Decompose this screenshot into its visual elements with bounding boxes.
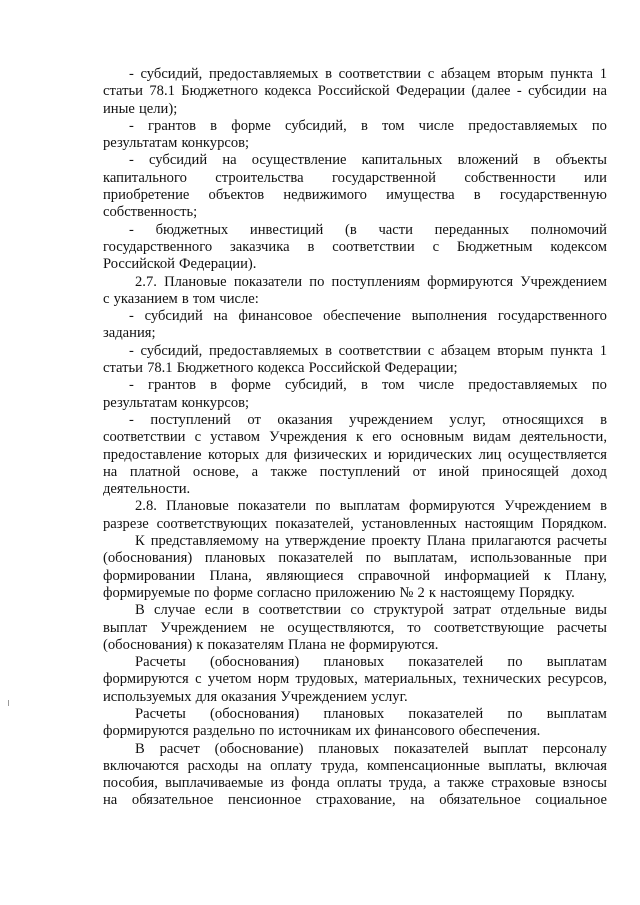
text-line: В расчет (обоснование) плановых показателей выплат персоналу: [135, 740, 607, 757]
text-line: формировании Плана, являющиеся справочной информацией к Плану,: [103, 567, 607, 584]
text-line: - субсидий на осуществление капитальных вложений в объекты: [129, 152, 607, 169]
text-line: формируемые по форме согласно приложению № 2 к настоящему Порядку.: [103, 584, 575, 601]
text-line: формируются раздельно по источникам их финансового обеспечения.: [103, 723, 541, 740]
text-line: с указанием в том числе:: [103, 290, 259, 307]
text-line: деятельности.: [103, 481, 191, 498]
text-line: - бюджетных инвестиций (в части переданных полномочий: [129, 221, 607, 238]
text-line: включаются расходы на оплату труда, компенсационные выплаты, включая: [103, 757, 607, 774]
text-line: (обоснования) плановых показателей по выплатам, использованные при: [103, 550, 607, 567]
text-line: - субсидий на финансовое обеспечение выполнения государственного: [129, 308, 607, 325]
text-line: - субсидий, предоставляемых в соответствии с абзацем вторым пункта 1: [129, 342, 607, 359]
text-line: результатам конкурсов;: [103, 394, 250, 411]
text-line: выплат Учреждением не осуществляются, то соответствующие расчеты: [103, 619, 607, 636]
text-line: государственного заказчика в соответствии с Бюджетным кодексом: [103, 238, 607, 255]
text-line: статьи 78.1 Бюджетного кодекса Российской Федерации (далее - субсидии на: [103, 83, 607, 100]
text-line: задания;: [103, 325, 156, 342]
text-line: собственность;: [103, 204, 198, 221]
text-line: (обоснования) к показателям Плана не формируются.: [103, 636, 439, 653]
text-line: 2.7. Плановые показатели по поступлениям формируются Учреждением: [135, 273, 607, 290]
text-line: Расчеты (обоснования) плановых показателей по выплатам: [135, 705, 607, 722]
text-line: 2.8. Плановые показатели по выплатам формируются Учреждением в: [135, 498, 607, 515]
text-line: пособия, выплачиваемые из фонда оплаты труда, а также страховые взносы: [103, 775, 607, 792]
scan-margin-mark: [8, 700, 9, 706]
text-line: - субсидий, предоставляемых в соответствии с абзацем вторым пункта 1: [129, 66, 607, 82]
document-body: [103, 66, 607, 810]
text-line: Российской Федерации).: [103, 256, 257, 273]
text-line: приобретение объектов недвижимого имущества в государственную: [103, 187, 607, 204]
text-line: капитального строительства государственной собственности или: [103, 169, 607, 186]
text-line: - грантов в форме субсидий, в том числе предоставляемых по: [129, 117, 607, 134]
text-line: - грантов в форме субсидий, в том числе предоставляемых по: [129, 377, 607, 394]
text-line: разрезе соответствующих показателей, установленных настоящим Порядком.: [103, 515, 607, 532]
text-line: на обязательное пенсионное страхование, на обязательное социальное: [103, 792, 607, 809]
text-line: на платной основе, а также поступлений от иной приносящей доход: [103, 463, 607, 480]
text-line: результатам конкурсов;: [103, 135, 250, 152]
text-line: Расчеты (обоснования) плановых показателей по выплатам: [135, 654, 607, 671]
text-line: В случае если в соответствии со структурой затрат отдельные виды: [135, 602, 607, 619]
text-line: К представляемому на утверждение проекту Плана прилагаются расчеты: [135, 533, 607, 550]
text-line: иные цели);: [103, 100, 178, 117]
text-line: статьи 78.1 Бюджетного кодекса Российской Федерации;: [103, 360, 458, 377]
text-line: соответствии с уставом Учреждения к его основным видам деятельности,: [103, 429, 607, 446]
text-line: используемых для оказания Учреждением услуг.: [103, 688, 408, 705]
text-line: формируются с учетом норм трудовых, материальных, технических ресурсов,: [103, 671, 607, 688]
text-line: предоставление которых для физических и юридических лиц осуществляется: [103, 446, 607, 463]
text-line: - поступлений от оказания учреждением услуг, относящихся в: [129, 411, 607, 428]
